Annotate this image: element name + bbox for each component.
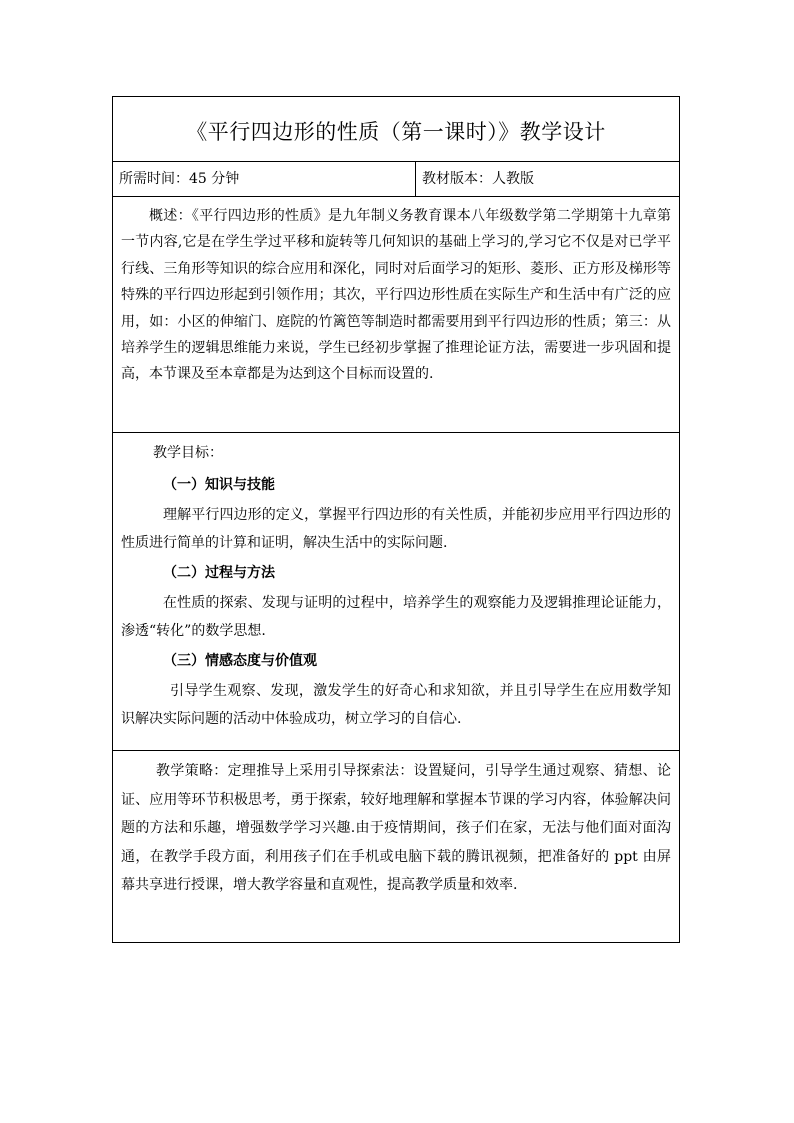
strategy-text: 教学策略：定理推导上采用引导探索法：设置疑问，引导学生通过观察、猜想、论证、应用等环节积极思考，勇于探索，较好地理解和掌握本节课的学习内容，体验解决问题的方法和乐趣，增强数学学习兴趣.由于疫情期间，孩子们在家，无法与他们面对面沟通，在教学手段方面，利用孩子们在手机或电脑下载的腾讯视频，把准备好的 ppt 由屏幕共享进行授课，增大教学容量和直观性，提高教学质量和效率. [121, 763, 671, 894]
goal-text-process: 在性质的探索、发现与证明的过程中，培养学生的观察能力及逻辑推理论证能力，渗透“转化”的数学思想. [121, 595, 671, 639]
overview-section [113, 196, 679, 432]
time-required: 所需时间：45 分钟 [113, 162, 416, 196]
overview-text: 概述：《平行四边形的性质》是九年制义务教育课本八年级数学第二学期第十九章第一节内容,它是在学生学过平移和旋转等几何知识的基础上学习的,学习它不仅是对已学平行线、三角形等知识的综合应用和深化，同时对后面学习的矩形、菱形、正方形及梯形等特殊的平行四边形起到引领作用；其次，平行四边形性质在实际生产和生活中有广泛的应用，如：小区的伸缩门、庭院的竹篱笆等制造时都需要用到平行四边形的性质；第三：从培养学生的逻辑思维能力来说，学生已经初步掌握了推理论证方法，需要进一步巩固和提高，本节课及至本章都是为达到这个目标而设置的. [121, 208, 671, 383]
document-title: 《平行四边形的性质（第一课时）》教学设计 [186, 120, 606, 144]
goal-text-knowledge: 理解平行四边形的定义，掌握平行四边形的有关性质，并能初步应用平行四边形的性质进行简单的计算和证明，解决生活中的实际问题. [121, 507, 671, 551]
goals-section [113, 432, 679, 750]
goal-title-knowledge: （一）知识与技能 [163, 477, 275, 493]
goals-heading: 教学目标： [153, 445, 223, 461]
goal-title-process: （二）过程与方法 [163, 565, 275, 581]
lesson-plan-table [112, 96, 680, 943]
goal-text-attitude: 引导学生观察、发现，激发学生的好奇心和求知欲，并且引导学生在应用数学知识解决实际问题的活动中体验成功，树立学习的自信心. [121, 683, 671, 727]
textbook-edition: 教材版本：人教版 [422, 171, 534, 187]
title-row [113, 97, 679, 161]
strategy-section [113, 750, 679, 942]
info-row [113, 161, 679, 196]
goal-title-attitude: （三）情感态度与价值观 [163, 653, 317, 669]
